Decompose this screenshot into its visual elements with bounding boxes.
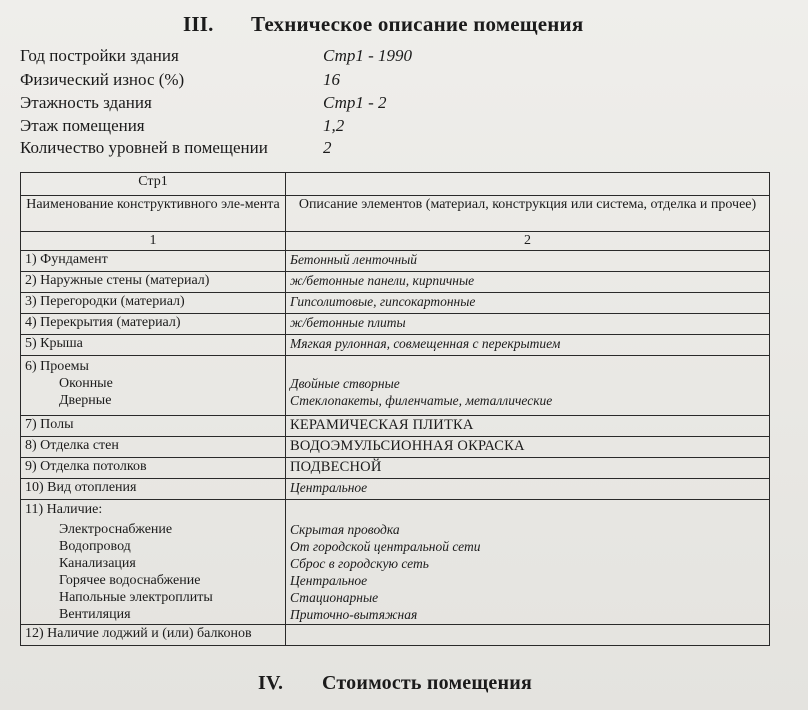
table-number-row (21, 232, 770, 251)
table-row (21, 479, 770, 500)
row-value: Центральное (290, 573, 368, 588)
info-label: Год постройки здания (20, 46, 179, 65)
row-label: 7) Полы (21, 416, 286, 437)
info-value: 2 (323, 138, 332, 157)
row-value: Стационарные (290, 590, 379, 605)
table-row (21, 416, 770, 437)
row-value: Стеклопакеты, филенчатые, металлические (290, 393, 553, 408)
table-row-availability (21, 500, 770, 625)
row-value (286, 625, 770, 646)
table-row (21, 458, 770, 479)
row-value: Мягкая рулонная, совмещенная с перекрытием (286, 335, 770, 356)
section-title: Техническое описание помещения (251, 12, 584, 36)
technical-description-table (20, 172, 770, 646)
table-row (21, 335, 770, 356)
row-label: 8) Отделка стен (21, 437, 286, 458)
row-label: 5) Крыша (21, 335, 286, 356)
table-row (21, 625, 770, 646)
table-row (21, 314, 770, 335)
col2-header: Описание элементов (материал, конструкция или система, отделка и прочее) (286, 196, 770, 232)
row-label: 3) Перегородки (материал) (21, 293, 286, 314)
table-row (21, 251, 770, 272)
col1-number: 1 (21, 232, 286, 251)
table-caption-empty (286, 173, 770, 196)
table-row (21, 293, 770, 314)
row-sublabel: Оконные (59, 376, 113, 391)
row-value: Сброс в городскую сеть (290, 556, 429, 571)
row-value: От городской центральной сети (290, 539, 481, 554)
info-label: Количество уровней в помещении (20, 138, 268, 157)
row-label: 12) Наличие лоджий и (или) балконов (21, 625, 286, 646)
row-value: Двойные створные (290, 376, 400, 391)
info-value: Стр1 - 2 (323, 93, 387, 112)
row-value-empty (290, 357, 765, 374)
row-value: Приточно-вытяжная (290, 607, 418, 622)
row-value: Скрытая проводка (290, 522, 400, 537)
row-label: 6) Проемы (25, 359, 89, 374)
info-value: 1,2 (323, 116, 345, 135)
row-label: 1) Фундамент (21, 251, 286, 272)
info-label: Этаж помещения (20, 116, 145, 135)
col2-number: 2 (286, 232, 770, 251)
row-label: 9) Отделка потолков (21, 458, 286, 479)
row-value: КЕРАМИЧЕСКАЯ ПЛИТКА (286, 416, 770, 437)
table-caption: Стр1 (21, 173, 286, 196)
section-number: III. (183, 12, 214, 36)
info-value: 16 (323, 70, 340, 89)
info-label: Физический износ (%) (20, 70, 185, 89)
row-sublabel: Канализация (59, 556, 136, 571)
row-value: Бетонный ленточный (286, 251, 770, 272)
row-sublabel: Вентиляция (59, 607, 131, 622)
info-value: Стр1 - 1990 (323, 46, 413, 65)
row-sublabel: Напольные электроплиты (59, 590, 213, 605)
table-row-openings (21, 356, 770, 416)
row-value: ж/бетонные панели, кирпичные (286, 272, 770, 293)
section-number: IV. (258, 672, 284, 694)
row-value: ПОДВЕСНОЙ (286, 458, 770, 479)
row-value: ВОДОЭМУЛЬСИОННАЯ ОКРАСКА (286, 437, 770, 458)
table-header-row (21, 196, 770, 232)
table-row (21, 272, 770, 293)
row-value: Центральное (286, 479, 770, 500)
row-sublabel: Электроснабжение (59, 522, 173, 537)
table-row (21, 437, 770, 458)
section-title: Стоимость помещения (322, 672, 532, 694)
row-label: 10) Вид отопления (21, 479, 286, 500)
row-label: 11) Наличие: (25, 502, 103, 517)
info-label: Этажность здания (20, 93, 152, 112)
row-sublabel: Дверные (59, 393, 112, 408)
row-label: 4) Перекрытия (материал) (21, 314, 286, 335)
row-label: 2) Наружные стены (материал) (21, 272, 286, 293)
row-value: Гипсолитовые, гипсокартонные (286, 293, 770, 314)
row-value-empty (290, 501, 765, 521)
row-sublabel: Водопровод (59, 539, 131, 554)
col1-header: Наименование конструктивного эле-мента (21, 196, 286, 232)
row-value: ж/бетонные плиты (286, 314, 770, 335)
row-sublabel: Горячее водоснабжение (59, 573, 201, 588)
table-caption-row (21, 173, 770, 196)
